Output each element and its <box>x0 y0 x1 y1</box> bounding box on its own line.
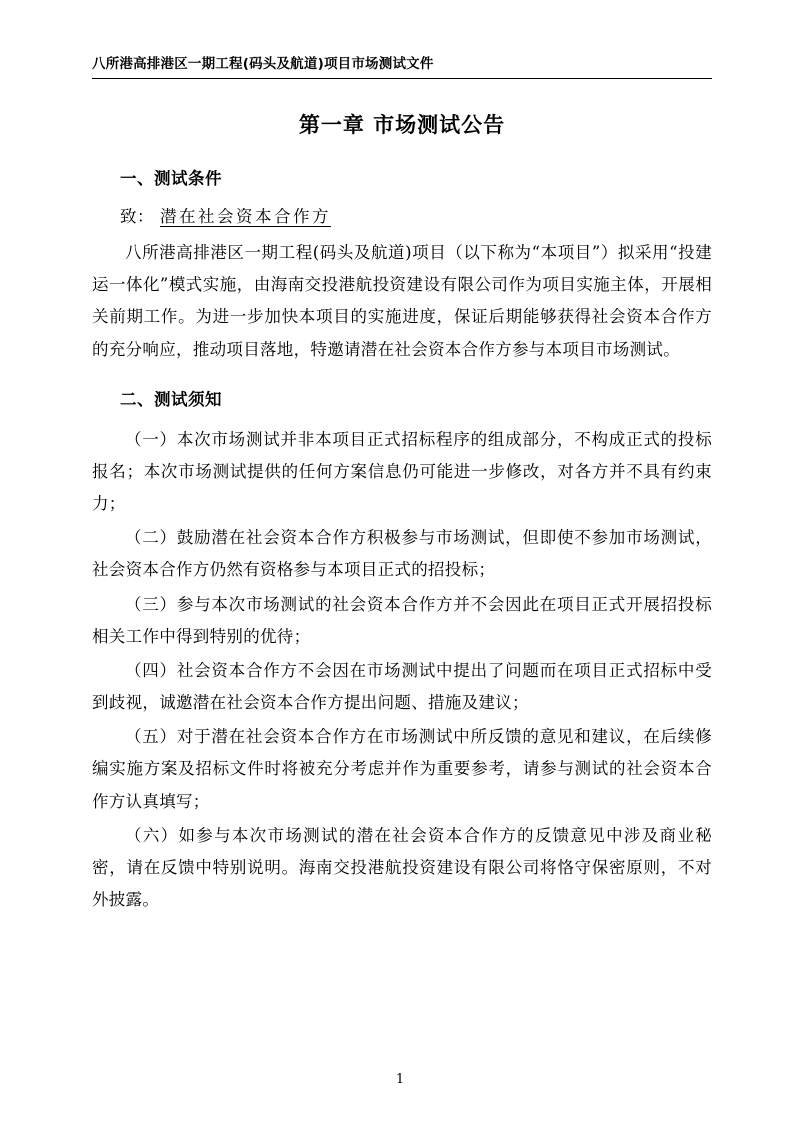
section-heading-test-conditions: 一、测试条件 <box>120 169 222 188</box>
section-heading-test-notice: 二、测试须知 <box>120 389 222 409</box>
paragraph: （六）如参与本次市场测试的潜在社会资本合作方的反馈意见中涉及商业秘密，请在反馈中特别说明。海南交投港航投资建设有限公司将恪守保密原则，不对外披露。 <box>92 825 712 910</box>
paragraph: （一）本次市场测试并非本项目正式招标程序的组成部分，不构成正式的投标报名；本次市场测试提供的任何方案信息仍可能进一步修改，对各方并不具有约束力； <box>92 429 712 514</box>
page-number: 1 <box>395 1072 405 1087</box>
page-title: 第一章 市场测试公告 <box>298 113 506 137</box>
running-header: 八所港高排港区一期工程(码头及航道)项目市场测试文件 <box>92 52 712 79</box>
paragraph: 八所港高排港区一期工程(码头及航道)项目（以下称为“本项目”）拟采用“投建运一体化”模式实施，由海南交投港航投资建设有限公司作为项目实施主体，开展相关前期工作。为进一步加快本项目的实施进度，保证后期能够获得社会资本合作方的充分响应，推动项目落地，特邀请潜在社会资本合作方参与本项目市场测试。 <box>92 243 712 359</box>
addressee-label: 致： <box>120 207 154 226</box>
addressee-value: 潜在社会资本合作方 <box>160 207 331 226</box>
paragraph: （三）参与本次市场测试的社会资本合作方并不会因此在项目正式开展招投标相关工作中得到特别的优待； <box>92 594 712 646</box>
addressee-line <box>92 203 712 227</box>
paragraph: （四）社会资本合作方不会因在市场测试中提出了问题而在项目正式招标中受到歧视，诚邀潜在社会资本合作方提出问题、措施及建议； <box>92 660 712 713</box>
paragraph: （五）对于潜在社会资本合作方在市场测试中所反馈的意见和建议，在后续修编实施方案及招标文件时将被充分考虑并作为重要参考，请参与测试的社会资本合作方认真填写； <box>92 727 712 811</box>
paragraph: （二）鼓励潜在社会资本合作方积极参与市场测试，但即使不参加市场测试，社会资本合作方仍然有资格参与本项目正式的招投标； <box>92 528 712 580</box>
